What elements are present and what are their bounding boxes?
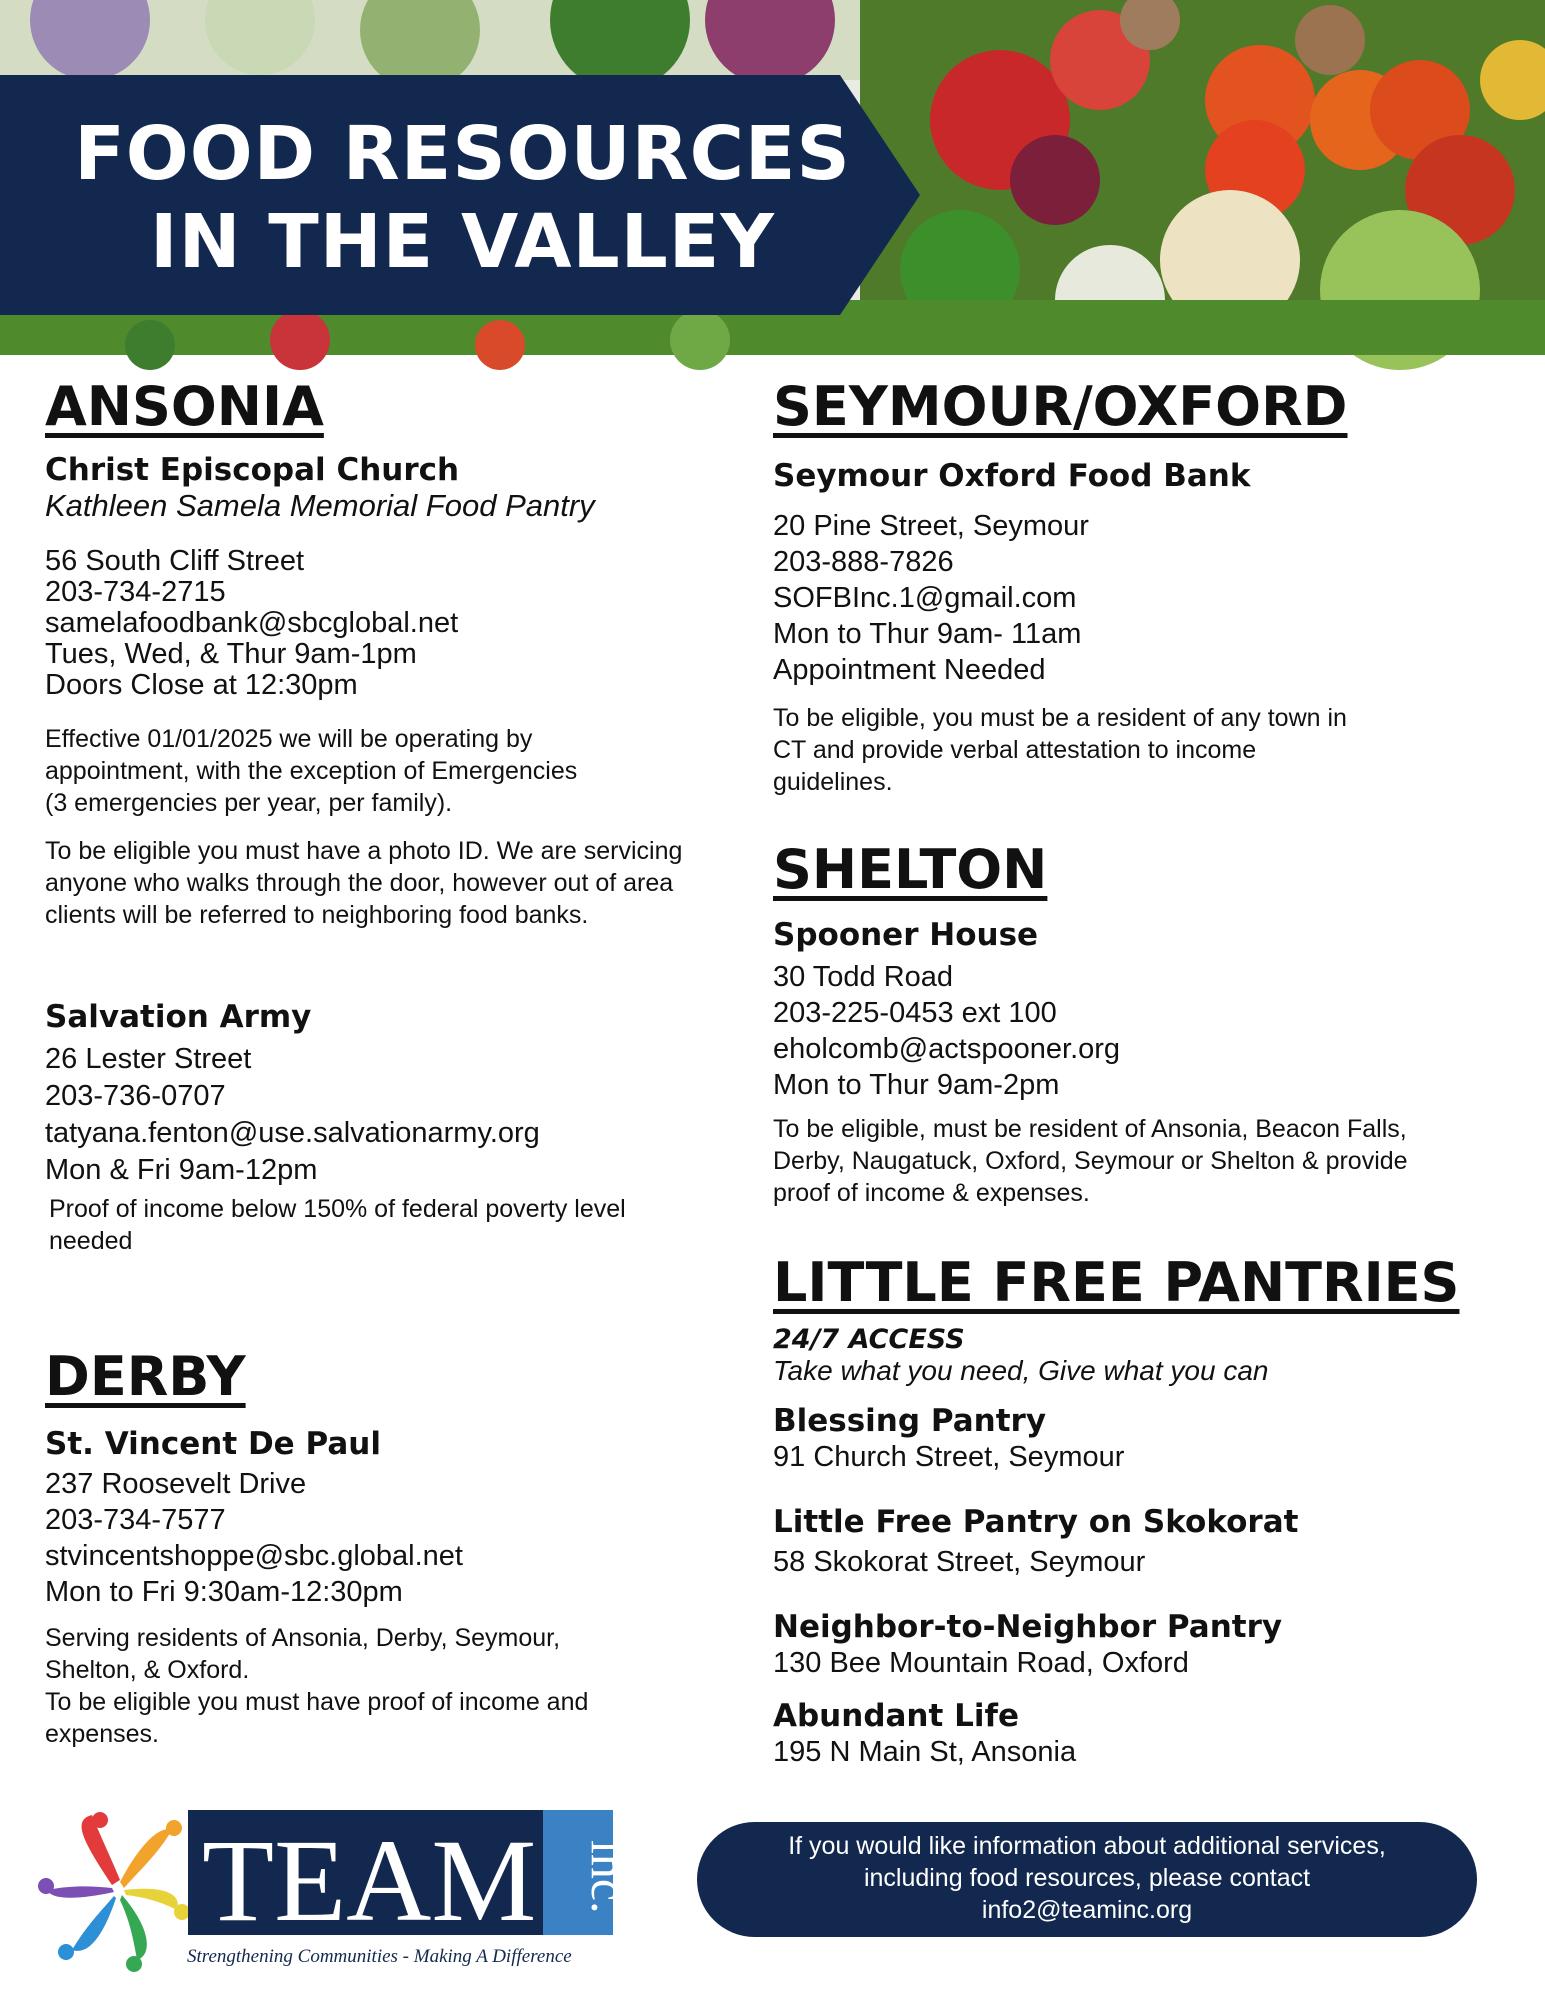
note-line: To be eligible you must have proof of income and [45,1688,589,1716]
logo-tagline: Strengthening Communities - Making A Difference [187,1946,572,1967]
logo-suffix: inc. [581,1840,637,1914]
contact-info-box [697,1822,1477,1937]
access-label: 24/7 ACCESS [773,1324,965,1355]
hours: Mon & Fri 9am-12pm [45,1154,318,1186]
note-line: expenses. [45,1720,159,1748]
title-line-2: IN THE VALLEY [150,199,775,285]
hours: Mon to Thur 9am-2pm [773,1069,1060,1101]
hours: Mon to Thur 9am- 11am [773,618,1082,650]
email: SOFBInc.1@gmail.com [773,582,1077,614]
region-heading-shelton: SHELTON [773,838,1048,901]
page-title [0,110,925,286]
org-name: St. Vincent De Paul [45,1426,381,1462]
region-heading-seymour-oxford: SEYMOUR/OXFORD [773,375,1348,438]
contact-line: including food resources, please contact [863,1864,1311,1892]
team-figure-icon [38,1812,190,1972]
note-line: appointment, with the exception of Emergencies [45,757,578,785]
pantry-address: 195 N Main St, Ansonia [773,1736,1077,1768]
note-line: Shelton, & Oxford. [45,1656,250,1684]
little-free-pantries-section [773,1251,1493,1771]
pantries-tagline: Take what you need, Give what you can [773,1355,1269,1386]
note-line: proof of income & expenses. [773,1179,1090,1207]
contact-email[interactable]: info2@teaminc.org [981,1896,1193,1924]
contact-line: If you would like information about additional services, [788,1832,1386,1860]
appointment-needed: Appointment Needed [773,654,1046,686]
org-subtitle: Kathleen Samela Memorial Food Pantry [45,488,595,523]
phone: 203-734-2715 [45,576,226,608]
title-line-1: FOOD RESOURCES [74,111,851,197]
pantry-address: 130 Bee Mountain Road, Oxford [773,1647,1189,1679]
hours: Tues, Wed, & Thur 9am-1pm [45,638,417,670]
address: 26 Lester Street [45,1043,252,1075]
note-line: To be eligible, must be resident of Ansonia, Beacon Falls, [773,1115,1407,1143]
note-line: guidelines. [773,768,893,796]
derby-section [45,1345,745,1750]
phone: 203-888-7826 [773,546,954,578]
left-column [45,375,745,1750]
email: tatyana.fenton@use.salvationarmy.org [45,1117,540,1149]
team-inc-logo [42,1800,637,1975]
address: 30 Todd Road [773,961,954,993]
doors-close: Doors Close at 12:30pm [45,669,358,701]
phone: 203-734-7577 [45,1504,226,1536]
email: samelafoodbank@sbcglobal.net [45,607,459,639]
address: 20 Pine Street, Seymour [773,510,1089,542]
pantry-name: Little Free Pantry on Skokorat [773,1504,1299,1540]
note-line: anyone who walks through the door, however out of area [45,869,674,897]
org-name: Christ Episcopal Church [45,452,460,488]
note-line: To be eligible you must have a photo ID. We are servicing [45,837,683,865]
note-line: CT and provide verbal attestation to income [773,736,1257,764]
hours: Mon to Fri 9:30am-12:30pm [45,1576,403,1608]
note-line: Proof of income below 150% of federal poverty level [49,1195,626,1223]
pantry-name: Neighbor-to-Neighbor Pantry [773,1609,1283,1645]
address: 56 South Cliff Street [45,545,305,577]
phone: 203-225-0453 ext 100 [773,997,1057,1029]
org-name: Spooner House [773,917,1039,953]
pantry-name: Blessing Pantry [773,1403,1047,1439]
shelton-section [773,838,1493,1209]
ansonia-section [45,375,745,1257]
note-line: Derby, Naugatuck, Oxford, Seymour or Shelton & provide [773,1147,1408,1175]
header-banner [0,0,1545,355]
pantry-address: 58 Skokorat Street, Seymour [773,1546,1146,1578]
org-name: Seymour Oxford Food Bank [773,458,1251,494]
org-name: Salvation Army [45,999,312,1035]
note-line: To be eligible, you must be a resident of any town in [773,704,1347,732]
region-heading-ansonia: ANSONIA [45,375,324,438]
pantry-address: 91 Church Street, Seymour [773,1441,1125,1473]
note-line: (3 emergencies per year, per family). [45,789,453,817]
note-line: Serving residents of Ansonia, Derby, Seymour, [45,1624,561,1652]
note-line: needed [49,1227,133,1255]
region-heading-little-free-pantries: LITTLE FREE PANTRIES [773,1251,1460,1314]
note-line: Effective 01/01/2025 we will be operating by [45,725,533,753]
seymour-section [773,375,1493,798]
email: stvincentshoppe@sbc.global.net [45,1540,463,1572]
pantry-name: Abundant Life [773,1698,1020,1734]
note-line: clients will be referred to neighboring food banks. [45,901,589,929]
email: eholcomb@actspooner.org [773,1033,1121,1065]
right-column [773,375,1493,1771]
region-heading-derby: DERBY [45,1345,246,1408]
address: 237 Roosevelt Drive [45,1468,307,1500]
logo-word: TEAM [202,1815,537,1946]
phone: 203-736-0707 [45,1080,226,1112]
